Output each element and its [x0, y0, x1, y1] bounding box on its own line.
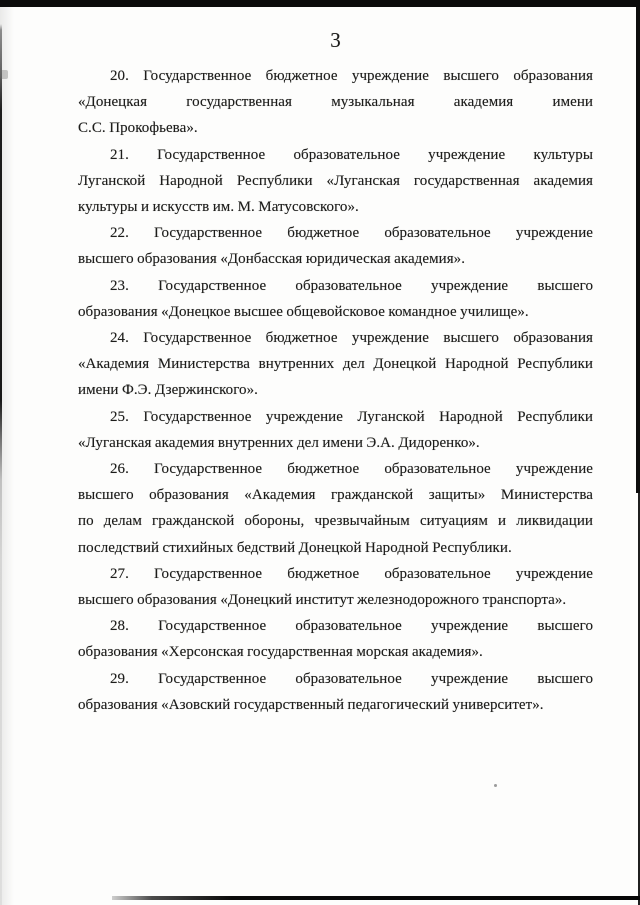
list-item-26 [78, 456, 593, 561]
text-line: С.С. Прокофьева». [78, 120, 198, 137]
text-line: 27. Государственное бюджетное образовательное учреждение [110, 565, 593, 582]
list-item-25 [78, 404, 593, 456]
list-item-23 [78, 273, 593, 325]
list-item-21 [78, 142, 593, 221]
list-item-22 [78, 220, 593, 272]
text-line: имени Ф.Э. Дзержинского». [78, 382, 258, 399]
text-line: 21. Государственное образовательное учреждение культуры [110, 146, 593, 163]
list-item-27 [78, 561, 593, 613]
text-line: 26. Государственное бюджетное образовательное учреждение [110, 461, 593, 478]
text-line: высшего образования «Донбасская юридическая академия». [78, 251, 465, 268]
text-line: образования «Херсонская государственная морская академия». [78, 644, 483, 661]
text-line: культуры и искусств им. М. Матусовского». [78, 199, 359, 216]
text-line: высшего образования «Академия гражданской защиты» Министерства [78, 487, 593, 504]
text-line: 28. Государственное образовательное учреждение высшего [110, 618, 593, 635]
scan-smudge [0, 70, 8, 79]
list-item-24 [78, 325, 593, 404]
scan-edge-bottom [112, 896, 640, 900]
text-line: образования «Азовский государственный педагогический университет». [78, 696, 544, 713]
text-line: образования «Донецкое высшее общевойсковое командное училище». [78, 303, 529, 320]
text-line: 20. Государственное бюджетное учреждение высшего образования [110, 68, 593, 84]
text-line: высшего образования «Донецкий институт железнодорожного транспорта». [78, 592, 567, 609]
text-line: последствий стихийных бедствий Донецкой Народной Республики. [78, 539, 512, 556]
text-line: «Луганская академия внутренних дел имени Э.А. Дидоренко». [78, 434, 480, 451]
text-line: «Донецкая государственная музыкальная академия имени [78, 94, 593, 111]
text-line: 29. Государственное образовательное учреждение высшего [110, 670, 593, 687]
scan-edge-right-upper [636, 7, 640, 493]
text-line: по делам гражданской обороны, чрезвычайным ситуациям и ликвидации [78, 513, 593, 530]
list-item-20 [78, 63, 593, 142]
text-line: Луганской Народной Республики «Луганская государственная академия [78, 172, 593, 189]
text-line: 22. Государственное бюджетное образовательное учреждение [110, 225, 593, 242]
document-text [78, 63, 593, 718]
scan-speck [494, 784, 497, 787]
list-item-29 [78, 666, 593, 718]
text-line: 24. Государственное бюджетное учреждение высшего образования [110, 330, 593, 347]
page-edge-shadow [0, 7, 14, 905]
list-item-28 [78, 613, 593, 665]
page-number: 3 [330, 28, 341, 52]
text-line: «Академия Министерства внутренних дел Донецкой Народной Республики [78, 356, 593, 373]
scan-edge-top [0, 0, 640, 7]
text-line: 23. Государственное образовательное учреждение высшего [110, 277, 593, 294]
text-line: 25. Государственное учреждение Луганской Народной Республики [110, 408, 593, 425]
